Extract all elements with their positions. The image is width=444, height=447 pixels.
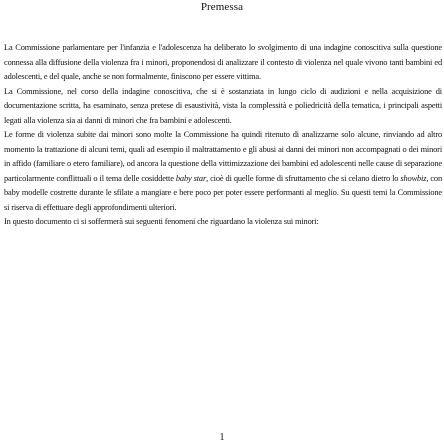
- document-body: [4, 41, 442, 230]
- paragraph-1: [4, 41, 442, 85]
- page-number: 1: [219, 432, 225, 443]
- paragraph-3: [4, 128, 442, 215]
- italic-term-baby-star: baby star: [175, 173, 207, 183]
- page-title: Premessa: [200, 1, 244, 13]
- paragraph-text: Le forme di violenza subite dai minori sono molte la Commissione ha quindi ritenuto di analizzarne solo alcune, rinviando ad altro momento la trattazione di alcuni temi, quali ad esempio il maltrattamento e gli abusi ai danni dei minori non accompagnati o dei minori in affido (familiare o etero familiare), od ancora la questione della vittimizzazione dei bambini ed adolescenti nelle cause di separazione particolarmente conflittuali o il tema delle cosiddette: [4, 130, 442, 183]
- paragraph-text: La Commissione parlamentare per l'infanzia e l'adolescenza ha deliberato lo svolgimento di una indagine conoscitiva sulla questione connessa alla diffusione della violenza fra i minori, proponendosi di analizzare il contesto di violenza nel quale vivono tanti bambini ed adolescenti, e del quale, anche se non formalmente, finiscono per essere vittima.: [4, 43, 442, 81]
- paragraph-2: [4, 85, 442, 129]
- paragraph-text: In questo documento ci si soffermerà sui seguenti fenomeni che riguardano la violenza sui minori:: [4, 217, 319, 226]
- paragraph-text: , cioè di quelle forme di sfruttamento che si celano dietro lo: [206, 173, 401, 183]
- paragraph-4: [4, 215, 442, 230]
- paragraph-text: La Commissione, nel corso della indagine conoscitiva, che si è sostanziata in lungo ciclo di audizioni e nella acquisizione di documentazione scritta, ha esaminato, senza pretese di esaustività, vista la complessità e poliedricità della tematica, i principali aspetti legati alla violenza sia ai danni di minori che fra bambini e adolescenti.: [4, 86, 442, 125]
- italic-term-showbiz: showbiz: [400, 173, 427, 183]
- paragraph-text: , con baby modelle costrette durante le sfilate a mangiare e bere poco per poter essere performanti al meglio. Su questi temi la Commissione si riserva di effettuare degli approfondimenti ulteriori.: [4, 173, 443, 212]
